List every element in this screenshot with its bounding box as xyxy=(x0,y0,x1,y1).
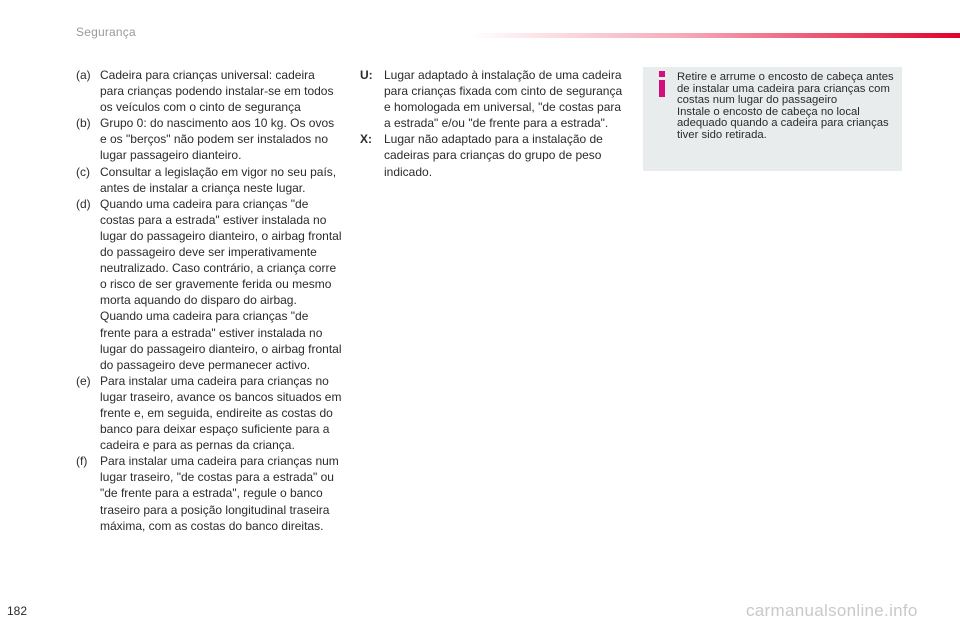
footnote-label: (f) xyxy=(76,454,88,469)
footnote-text-block xyxy=(100,196,342,373)
footnote-text: Para instalar uma cadeira para crianças num lugar traseiro, "de costas para a estrada" ou "de frente para a estrada", regule o banco traseiro para a posição longitudinal traseira máxima, com as costas do banco direitas. xyxy=(100,454,339,533)
info-icon xyxy=(657,71,667,97)
page-number: 182 xyxy=(7,604,28,618)
footnote-item xyxy=(76,67,342,115)
header-accent-bar xyxy=(470,33,960,38)
footnote-item xyxy=(76,196,342,373)
info-note-text xyxy=(677,72,897,142)
legend-text: Lugar não adaptado para a instalação de cadeiras para crianças do grupo de peso indicado. xyxy=(384,132,603,179)
section-title: Segurança xyxy=(76,25,136,39)
watermark: carmanualsonline.info xyxy=(746,601,918,620)
legend-item xyxy=(360,131,624,179)
footnote-label: (c) xyxy=(76,164,90,179)
legend-label: X: xyxy=(360,132,372,147)
info-note-line: Instale o encosto de cabeça no local adequado quando a cadeira para crianças tiver sido retirada. xyxy=(677,105,889,141)
footnotes-column xyxy=(76,67,342,534)
footnote-label: (a) xyxy=(76,68,91,82)
info-note-box xyxy=(643,67,902,171)
footnote-label: (d) xyxy=(76,196,91,211)
legend-column xyxy=(360,67,624,180)
footnote-text-continued: Quando uma cadeira para crianças "de frente para a estrada" estiver instalada no lugar do passageiro dianteiro, o airbag frontal do passageiro deve permanecer activo. xyxy=(100,309,342,372)
footnote-text: Para instalar uma cadeira para crianças no lugar traseiro, avance os bancos situados em frente e, em seguida, endireite as costas do banco para deixar espaço suficiente para a cadeira e para as pernas da criança. xyxy=(100,373,342,453)
legend-item xyxy=(360,67,624,131)
footnote-text: Grupo 0: do nascimento aos 10 kg. Os ovos e os "berços" não podem ser instalados no lugar passageiro dianteiro. xyxy=(100,116,335,163)
footnote-item xyxy=(76,115,342,163)
footnote-text: Consultar a legislação em vigor no seu país, antes de instalar a criança neste lugar. xyxy=(100,164,337,195)
footnote-text: Quando uma cadeira para crianças "de costas para a estrada" estiver instalada no lugar do passageiro dianteiro, o airbag frontal do passageiro deve ser imperativamente neutralizado. Caso contrário, a criança corre o risco de ser gravemente ferida ou mesmo morta aquando do disparo do airbag. xyxy=(100,196,342,308)
legend-label: U: xyxy=(360,68,373,82)
footnote-item xyxy=(76,373,342,453)
footnote-text: Cadeira para crianças universal: cadeira para crianças podendo instalar-se em todos os veículos com o cinto de segurança xyxy=(100,68,334,115)
footnote-item xyxy=(76,453,342,533)
legend-text: Lugar adaptado à instalação de uma cadeira para crianças fixada com cinto de segurança e homologada em universal, "de costas para a estrada" e/ou "de frente para a estrada". xyxy=(384,68,623,131)
info-note-line: Retire e arrume o encosto de cabeça antes de instalar uma cadeira para crianças com costas num lugar do passageiro xyxy=(677,71,894,107)
footnote-item xyxy=(76,164,342,196)
footnote-label: (e) xyxy=(76,373,91,388)
footnote-label: (b) xyxy=(76,116,91,131)
